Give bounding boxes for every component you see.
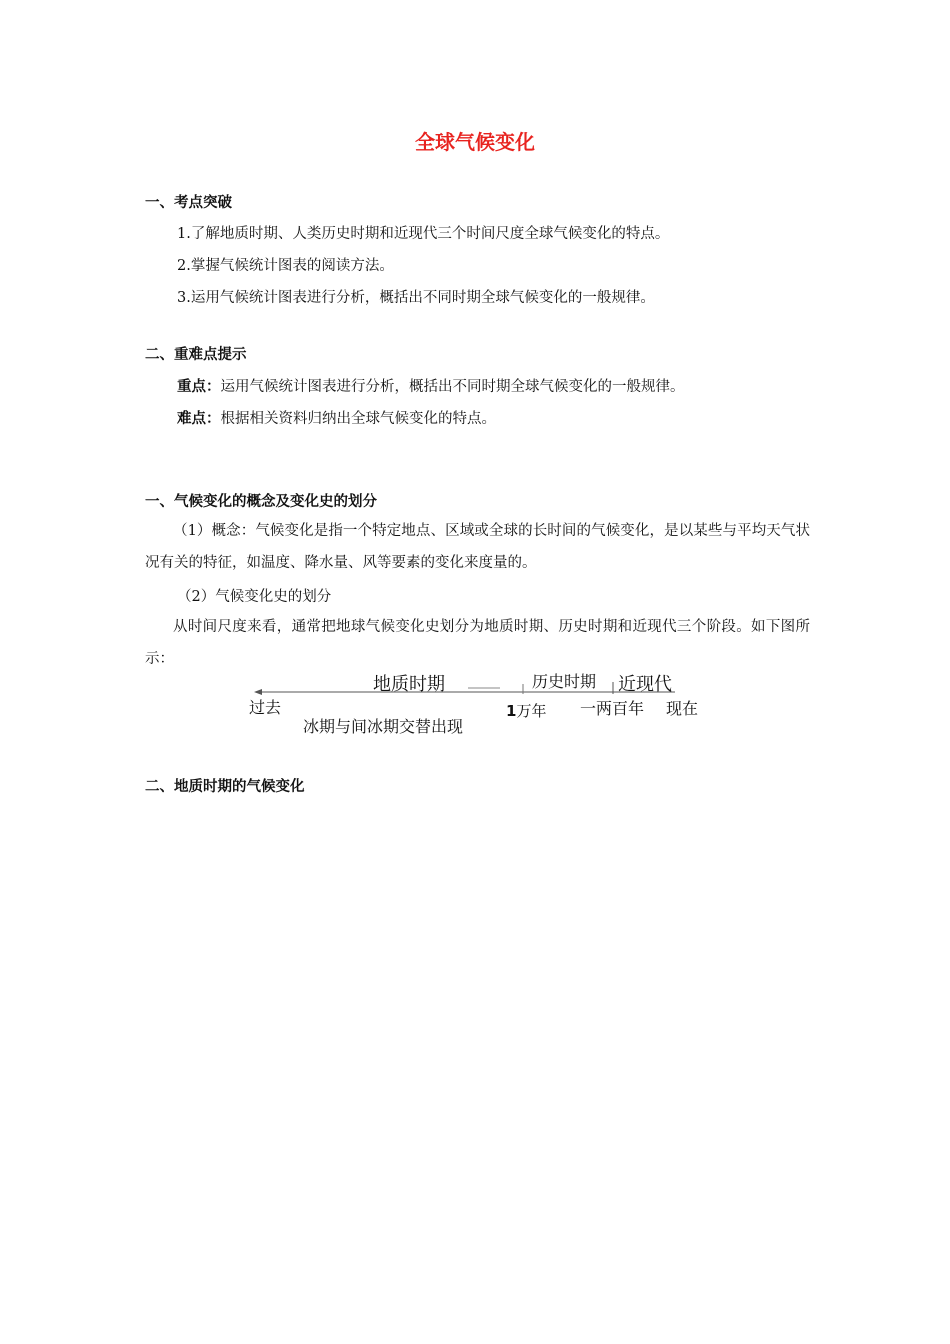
label-one-two-hundred-years: 一两百年 [580,699,645,718]
section-heading-concept: 一、气候变化的概念及变化史的划分 [145,494,377,510]
section-heading-geologic: 二、地质时期的气候变化 [145,779,305,795]
section-heading-kaodian: 一、考点突破 [145,195,232,211]
difficult-point-label: 难点： [177,411,221,427]
label-modern-period: 近现代 [618,674,672,695]
key-point-text: 运用气候统计图表进行分析，概括出不同时期全球气候变化的一般规律。 [220,379,685,395]
label-ten-thousand-unit: 万年 [516,702,547,720]
label-past: 过去 [249,698,282,717]
concept-paragraph: （1）概念：气候变化是指一个特定地点、区域或全球的长时间的气候变化，是以某些与平均天气状况有关的特征，如温度、降水量、风等要素的变化来度量的。 [145,523,810,571]
section-heading-zhongnan: 二、重难点提示 [145,347,247,363]
division-label: （2）气候变化史的划分 [177,589,332,605]
label-now: 现在 [666,699,699,718]
difficult-point-text: 根据相关资料归纳出全球气候变化的特点。 [220,411,496,427]
list-item: 1.了解地质时期、人类历史时期和近现代三个时间尺度全球气候变化的特点。 [177,226,670,242]
page-title: 全球气候变化 [415,130,535,154]
label-ten-thousand-num: 1 [506,702,517,720]
list-item: 2.掌握气候统计图表的阅读方法。 [177,258,394,274]
label-historic-period: 历史时期 [532,672,597,691]
difficult-point-line [177,407,496,428]
label-glacial-alternation: 冰期与间冰期交替出现 [303,717,464,736]
climate-timeline-diagram [240,664,720,744]
list-item: 3.运用气候统计图表进行分析，概括出不同时期全球气候变化的一般规律。 [177,290,655,306]
key-point-label: 重点： [177,379,221,395]
label-geologic-period: 地质时期 [373,674,445,695]
division-paragraph: 从时间尺度来看，通常把地球气候变化史划分为地质时期、历史时期和近现代三个阶段。如下图所示： [145,619,810,667]
key-point-line [177,375,685,396]
label-ten-thousand-years [506,700,546,721]
